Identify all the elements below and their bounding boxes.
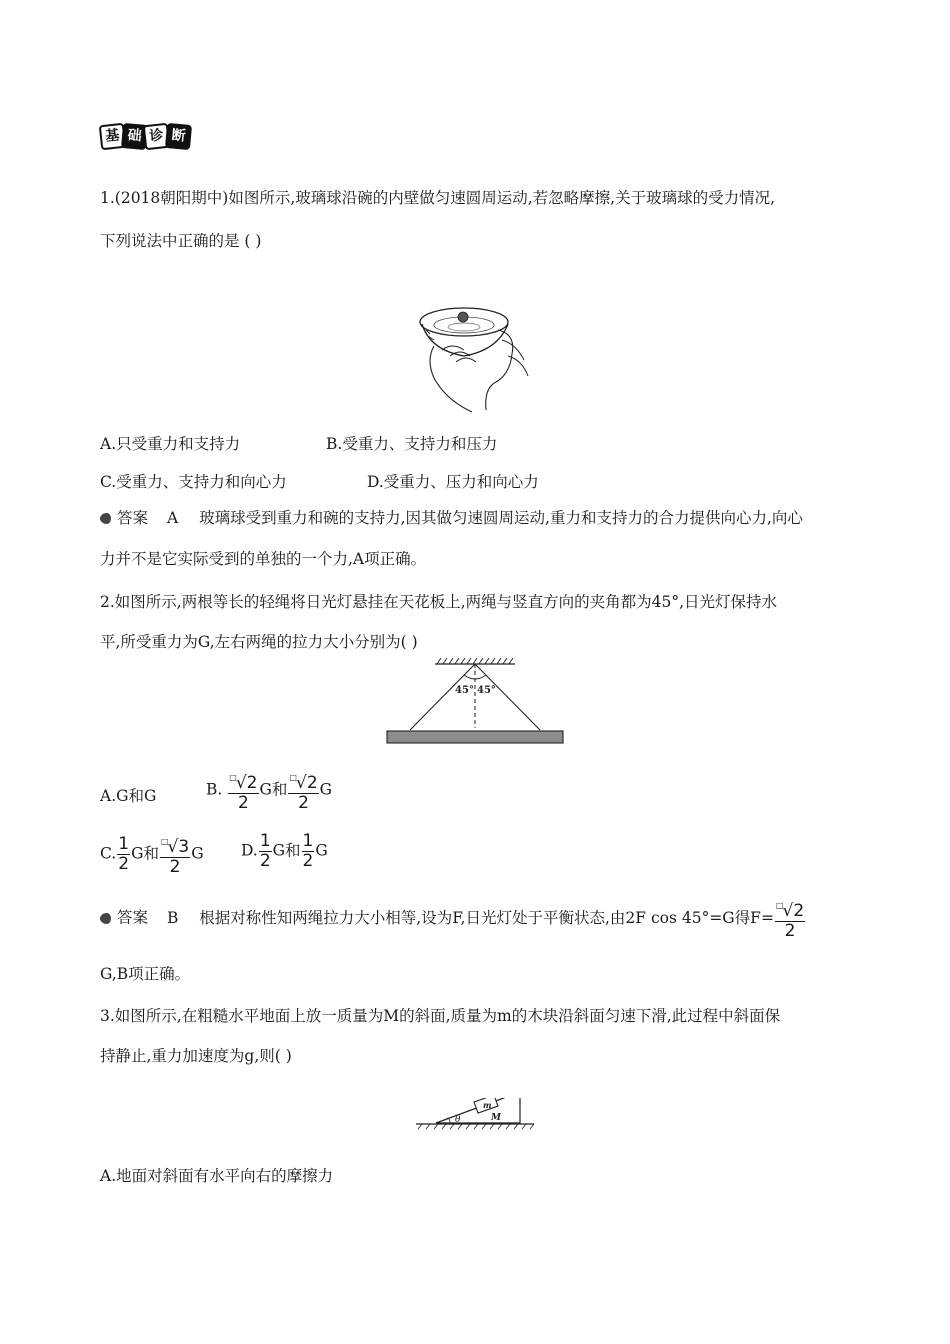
q1-answer-line2: 力并不是它实际受到的单独的一个力,A项正确。	[100, 550, 427, 568]
fraction: $\frac{^□√2}{2}$	[228, 768, 258, 813]
right-angle-label: 45°	[477, 685, 496, 696]
left-angle-label: 45°	[455, 685, 474, 696]
q3-option-a: A.地面对斜面有水平向右的摩擦力	[100, 1167, 334, 1185]
section-badge-char: 诊	[143, 123, 170, 150]
answer-explanation: 根据对称性知两绳拉力大小相等,设为F,日光灯处于平衡状态,由2F cos 45°=G得F=	[199, 908, 774, 927]
answer-marker-icon	[100, 513, 114, 524]
q2-answer-line2: G,B项正确。	[100, 965, 191, 983]
fraction: $\frac{^□√3}{2}$	[160, 832, 190, 877]
q2-option-b: B. $\frac{^□√2}{2}$ G和 $\frac{^□√2}{2}$ G	[206, 768, 332, 813]
q1-option-a: A.只受重力和支持力	[100, 435, 241, 453]
option-prefix: B.	[206, 780, 223, 799]
wedge-mass-label: M	[491, 1113, 501, 1123]
fraction: $\frac{^□√2}{2}$	[288, 768, 318, 813]
answer-label: 答案	[117, 509, 149, 527]
fraction: $\frac{1}{2}$	[302, 831, 314, 871]
q1-option-c: C.受重力、支持力和向心力	[100, 473, 287, 491]
q3-stem-line1: 3.如图所示,在粗糙水平地面上放一质量为M的斜面,质量为m的木块沿斜面匀速下滑,此过程中斜面保	[100, 1007, 781, 1025]
fraction: $\frac{^□√2}{2}$	[775, 896, 805, 941]
answer-label: 答案	[117, 908, 149, 927]
section-badge-basic-diagnosis	[100, 124, 188, 149]
answer-explanation: 玻璃球受到重力和碗的支持力,因其做匀速圆周运动,重力和支持力的合力提供向心力,向心	[199, 509, 803, 527]
q3-stem-line2: 持静止,重力加速度为g,则( )	[100, 1047, 292, 1065]
q2-answer-line1	[100, 896, 806, 941]
angle-theta-label: θ	[455, 1115, 461, 1125]
lamp-hanging-figure	[380, 656, 570, 748]
block-mass-label: m	[483, 1100, 492, 1110]
section-badge-char: 断	[165, 123, 192, 150]
answer-key: B	[166, 908, 179, 927]
q1-stem-line1: 1.(2018朝阳期中)如图所示,玻璃球沿碗的内壁做匀速圆周运动,若忽略摩擦,关于玻璃球的受力情况,	[100, 189, 776, 207]
answer-key: A	[166, 509, 179, 527]
bowl-in-hands-figure	[412, 300, 532, 418]
q1-stem-line2: 下列说法中正确的是 ( )	[100, 232, 262, 250]
incline-block-figure	[416, 1098, 536, 1134]
fraction: $\frac{1}{2}$	[259, 831, 271, 871]
option-prefix: D.	[241, 841, 258, 860]
q2-stem-line1: 2.如图所示,两根等长的轻绳将日光灯悬挂在天花板上,两绳与竖直方向的夹角都为45°,日光灯保持水	[100, 593, 778, 611]
q1-option-d: D.受重力、压力和向心力	[367, 473, 539, 491]
section-badge-char: 础	[121, 123, 148, 150]
section-badge-char: 基	[99, 123, 126, 150]
q2-stem-line2: 平,所受重力为G,左右两绳的拉力大小分别为( )	[100, 633, 418, 651]
option-prefix: C.	[100, 844, 117, 863]
q1-option-b: B.受重力、支持力和压力	[326, 435, 498, 453]
answer-marker-icon	[100, 913, 114, 924]
q2-option-c: C. $\frac{1}{2}$ G和 $\frac{^□√3}{2}$ G	[100, 834, 204, 877]
q1-answer-line1	[100, 506, 803, 528]
fraction: $\frac{1}{2}$	[118, 834, 130, 874]
q2-option-a: A.G和G	[100, 787, 157, 805]
q2-option-d: D. $\frac{1}{2}$ G和 $\frac{1}{2}$ G	[241, 831, 328, 871]
